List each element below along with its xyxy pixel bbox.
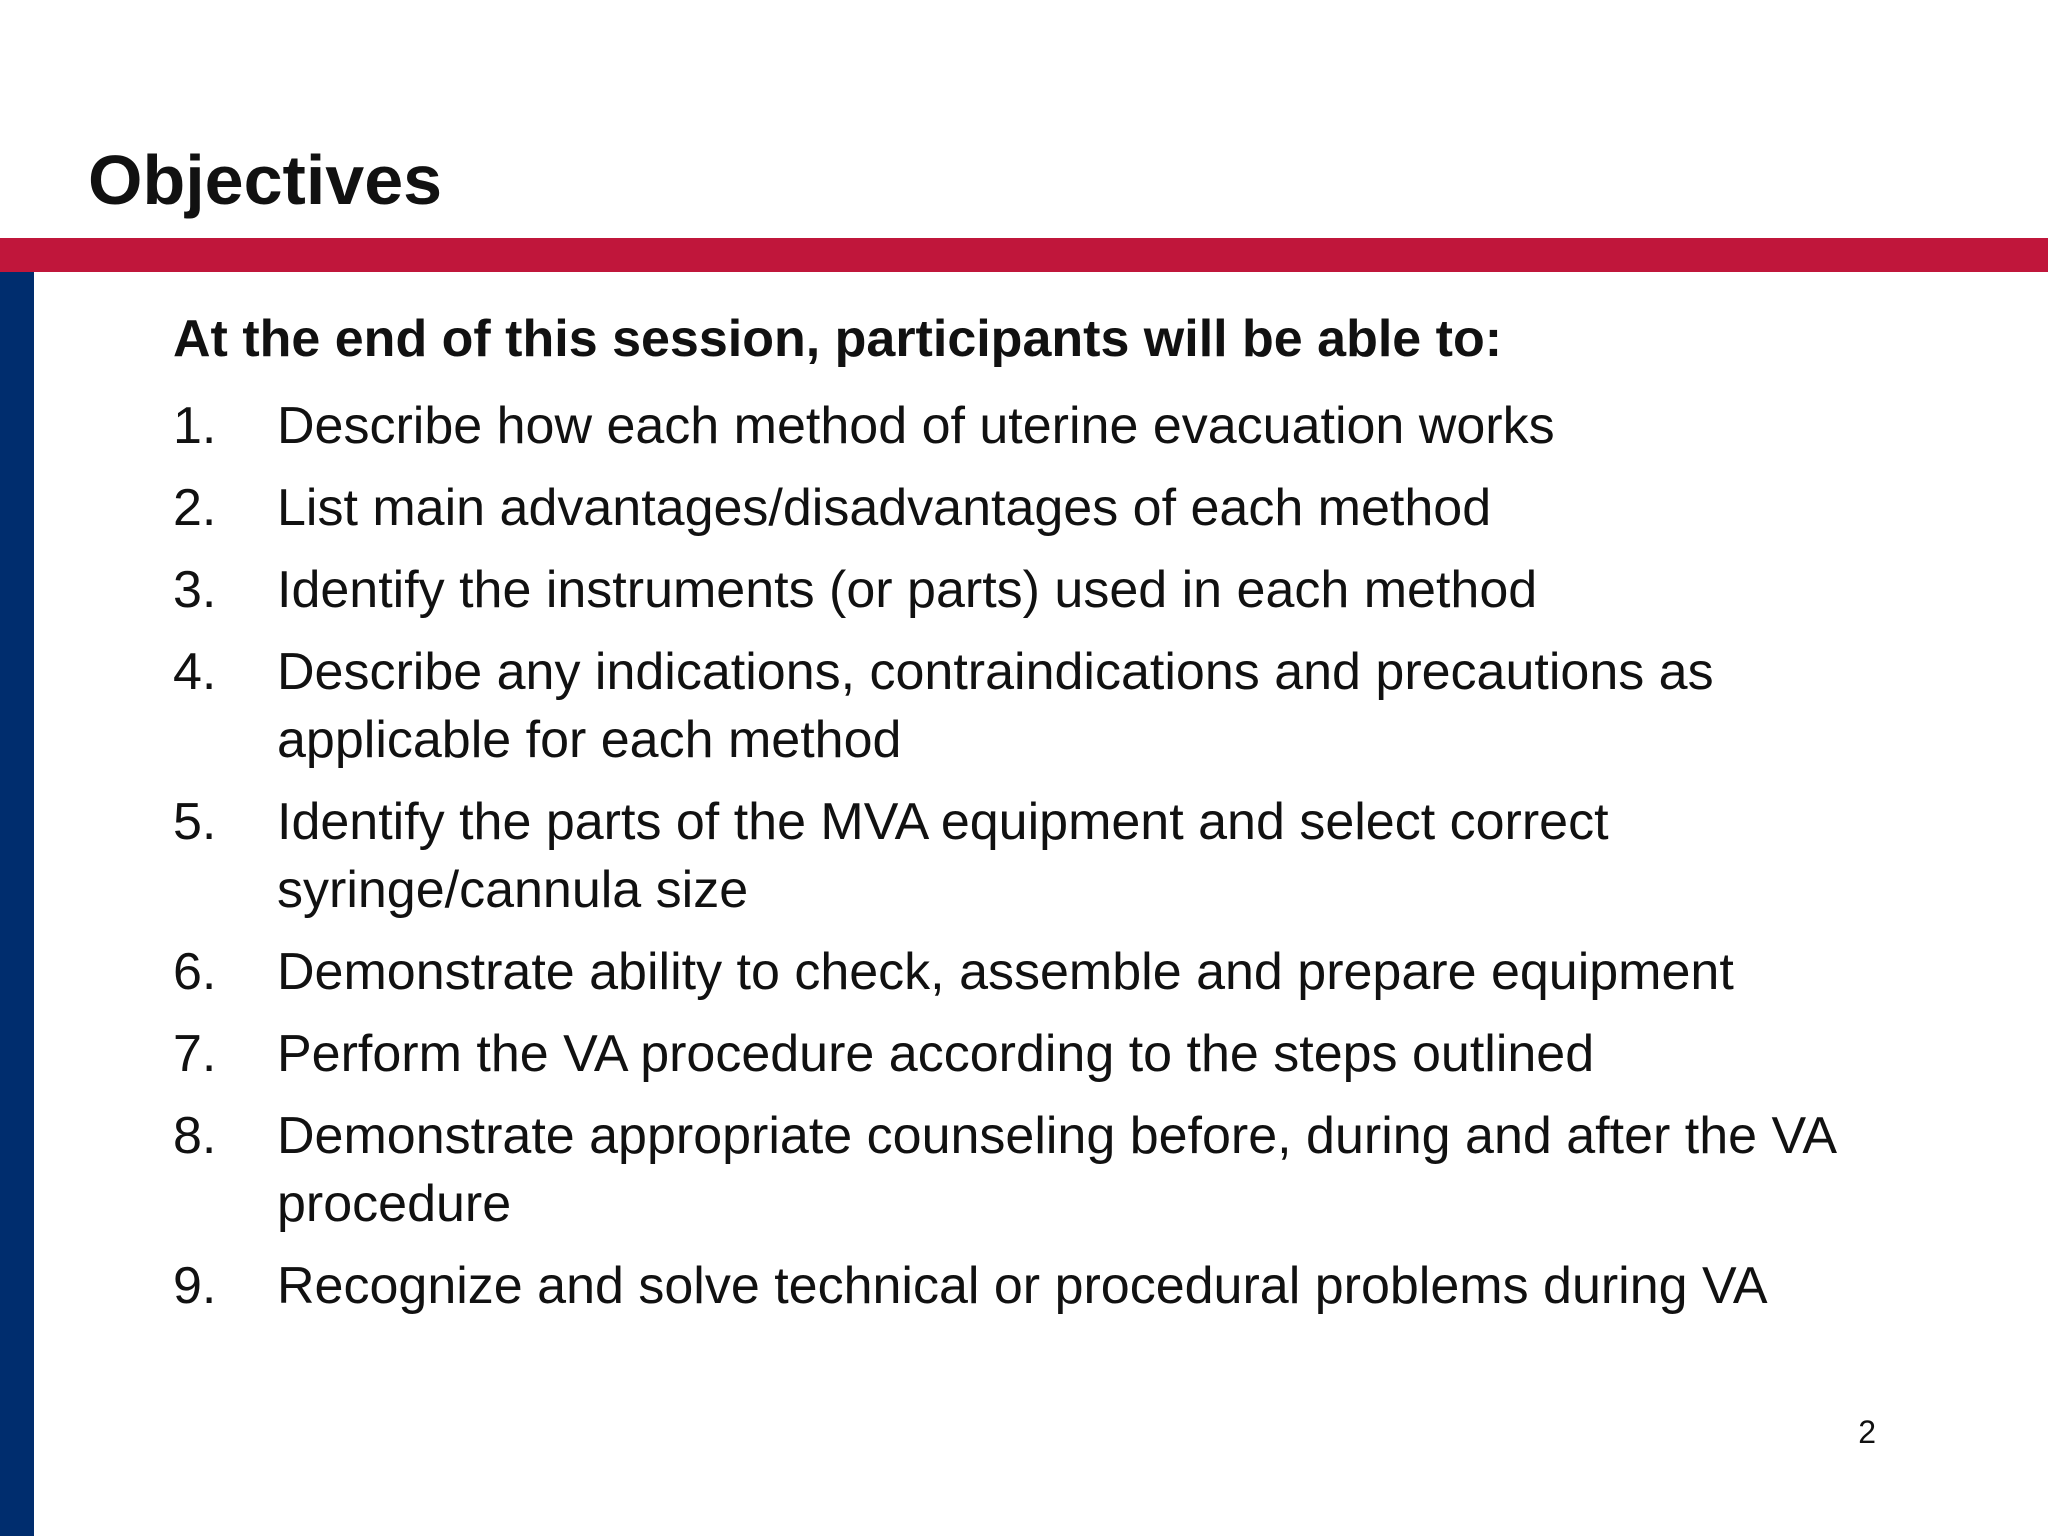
objective-number: 7. (173, 1025, 217, 1083)
objective-item (173, 556, 1893, 624)
objective-item (173, 1020, 1893, 1088)
objective-number: 6. (173, 943, 217, 1001)
objective-number: 2. (173, 479, 217, 537)
left-accent-bar (0, 272, 34, 1536)
objective-item (173, 474, 1893, 542)
page-number: 2 (1858, 1414, 1876, 1450)
objective-item (173, 788, 1893, 924)
objective-item (173, 392, 1893, 460)
objective-text: Demonstrate appropriate counseling before, during and after the VA procedure (277, 1107, 1835, 1233)
objective-text: Describe any indications, contraindications and precautions as applicable for each method (277, 643, 1714, 769)
objective-number: 3. (173, 561, 217, 619)
objective-number: 8. (173, 1107, 217, 1165)
title-divider-bar (0, 238, 2048, 272)
objective-item (173, 638, 1893, 774)
objective-item (173, 938, 1893, 1006)
objective-text: List main advantages/disadvantages of each method (277, 479, 1492, 537)
objective-text: Identify the parts of the MVA equipment and select correct syringe/cannula size (277, 793, 1609, 919)
slide-title: Objectives (88, 141, 443, 219)
objective-text: Perform the VA procedure according to the steps outlined (277, 1025, 1595, 1083)
objective-number: 1. (173, 397, 217, 455)
objective-number: 9. (173, 1257, 217, 1315)
intro-text: At the end of this session, participants will be able to: (173, 310, 1503, 368)
objective-item (173, 1252, 1893, 1320)
objective-number: 5. (173, 793, 217, 851)
objective-item (173, 1102, 1893, 1238)
objective-text: Demonstrate ability to check, assemble and prepare equipment (277, 943, 1734, 1001)
objective-text: Identify the instruments (or parts) used in each method (277, 561, 1538, 619)
objective-number: 4. (173, 643, 217, 701)
objective-text: Recognize and solve technical or procedural problems during VA (277, 1257, 1768, 1315)
objectives-list (173, 392, 1893, 1334)
objective-text: Describe how each method of uterine evacuation works (277, 397, 1555, 455)
